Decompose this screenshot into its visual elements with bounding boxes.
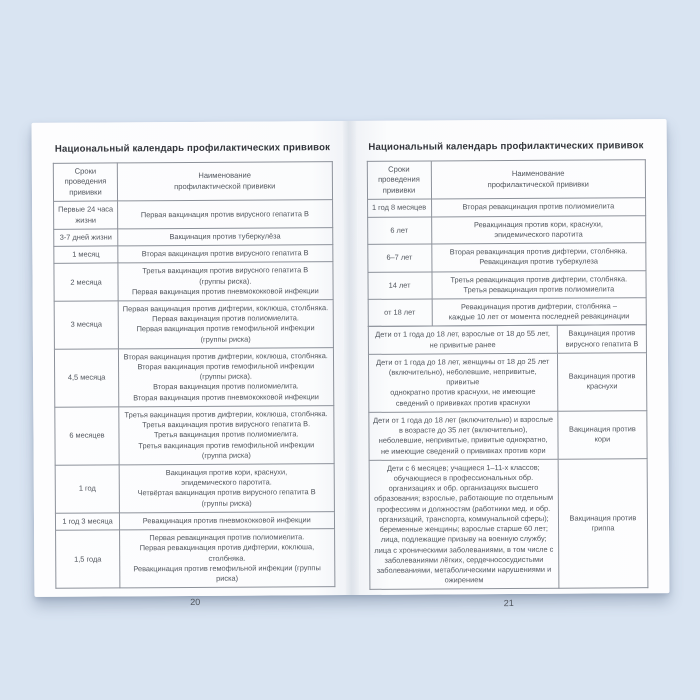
schedule-cell: от 18 лет — [368, 299, 432, 327]
table-row — [54, 200, 333, 229]
vaccine-cell: Первая вакцинация против вирусного гепатита B — [118, 200, 333, 229]
page-number-left: 20 — [190, 597, 201, 608]
page-title-left: Национальный календарь профилактических прививок — [54, 142, 331, 155]
schedule-cell: 3-7 дней жизни — [54, 229, 118, 247]
table-row — [55, 406, 334, 466]
table-row — [54, 262, 333, 301]
table-header-row — [53, 162, 332, 202]
table-row — [369, 458, 648, 589]
header-vaccine-name: Наименование профилактической прививки — [431, 160, 646, 200]
schedule-cell: 4,5 месяца — [54, 349, 118, 407]
table-row — [54, 300, 333, 350]
page-title-right: Национальный календарь профилактических прививок — [368, 140, 644, 153]
vaccine-cell: Первая ревакцинация против полиомиелита. Первая ревакцинация против дифтерии, коклюша, столбняка. Ревакцинация против гемофильной инфекции (группы риска) — [120, 529, 335, 588]
vaccine-cell: Ревакцинация против дифтерии, столбняка – каждые 10 лет от момента последней ревакцинации — [432, 298, 647, 327]
table-row — [54, 245, 333, 264]
table-row — [54, 227, 333, 246]
vaccine-cell: Вакцинация против краснухи — [557, 353, 646, 412]
header-schedule: Сроки проведения прививки — [53, 163, 117, 202]
schedule-cell: Первые 24 часа жизни — [54, 201, 118, 229]
table-row — [55, 511, 334, 530]
vaccination-table-right-top — [366, 159, 647, 327]
vaccine-cell: Третья вакцинация против дифтерии, коклюша, столбняка. Третья вакцинация против вирусного гепатита B. Третья вакцинация против полиомиелита. Третья вакцинация против гемофильной инфекции (группа риска) — [119, 406, 334, 465]
schedule-cell: 6–7 лет — [367, 244, 431, 272]
vaccine-cell: Вакцинация против кори — [558, 411, 647, 459]
page-left — [32, 121, 345, 608]
table-row — [367, 198, 646, 217]
group-cell: Дети с 6 месяцев; учащиеся 1–11-х классов; обучающиеся в профессиональных обр. организациях и обр. организациях высшего образования; взрослые, работающие по отдельным профессиям и должностям (работники мед. и обр. организаций, транспорта, коммунальной сферы); беременные женщины; взрослые старше 60 лет; лица, подлежащие призыву на военную службу; лица с хроническими заболеваниями, в том числе с заболеваниями лёгких, сердечнососудистыми заболеваниями, метаболическими нарушениями и ожирением — [369, 459, 559, 590]
group-cell: Дети от 1 года до 18 лет, взрослые от 18 до 55 лет, не привитые ранее — [368, 326, 558, 355]
vaccine-cell: Вакцинация против кори, краснухи, эпидемического паротита. Четвёртая вакцинация против вирусного гепатита B (группы риска) — [119, 464, 334, 513]
vaccine-cell: Первая вакцинация против дифтерии, коклюша, столбняка. Первая вакцинация против полиомиелита. Первая вакцинация против гемофильной инфекции (группы риска) — [118, 300, 333, 349]
table-row — [367, 270, 646, 299]
table-row — [368, 411, 647, 461]
table-row — [367, 215, 646, 244]
schedule-cell: 1 год 3 месяца — [55, 513, 119, 531]
vaccine-cell: Третья вакцинация против вирусного гепатита B (группы риска). Первая вакцинация против пневмококковой инфекции — [118, 262, 333, 301]
vaccination-table-right-bottom — [367, 325, 648, 591]
table-header-row — [367, 160, 646, 200]
vaccination-table-left — [53, 161, 335, 589]
vaccine-cell: Вторая вакцинация против вирусного гепатита B — [118, 245, 333, 264]
vaccine-cell: Ревакцинация против пневмококковой инфекции — [119, 511, 334, 530]
schedule-cell: 1 год — [55, 465, 119, 513]
group-cell: Дети от 1 года до 18 лет (включительно) и взрослые в возрасте до 35 лет (включительно), неболевшие, непривитые, привитые однократно, не имеющие сведений о прививках против кори — [368, 411, 558, 460]
group-cell: Дети от 1 года до 18 лет, женщины от 18 до 25 лет (включительно), неболевшие, непривитые, привитые однократно против краснухи, не имеющие сведений о прививках против краснухи — [368, 353, 558, 412]
vaccine-cell: Вакцинация против гриппа — [558, 458, 648, 588]
vaccine-cell: Ревакцинация против кори, краснухи, эпидемического паротита — [431, 215, 646, 244]
page-number-right: 21 — [503, 598, 514, 609]
table-row — [368, 325, 647, 354]
schedule-cell: 1 месяц — [54, 246, 118, 264]
schedule-cell: 1 год 8 месяцев — [367, 199, 431, 217]
schedule-cell: 14 лет — [367, 272, 431, 300]
schedule-cell: 2 месяца — [54, 263, 118, 301]
table-row — [368, 298, 647, 327]
vaccine-cell: Вакцинация против туберкулёза — [118, 227, 333, 246]
vaccine-cell: Вторая ревакцинация против полиомиелита — [431, 198, 646, 217]
schedule-cell: 3 месяца — [54, 301, 118, 349]
page-right — [356, 119, 669, 609]
schedule-cell: 1,5 года — [56, 530, 120, 588]
table-row — [367, 243, 646, 272]
header-vaccine-name: Наименование профилактической прививки — [117, 162, 332, 202]
vaccine-cell: Вторая вакцинация против дифтерии, коклюша, столбняка. Вторая вакцинация против гемофильной инфекции (группы риска). Вторая вакцинация против полиомиелита. Вторая вакцинация против пневмококковой инфекции — [118, 347, 333, 406]
table-row — [55, 464, 334, 514]
vaccine-cell: Третья ревакцинация против дифтерии, столбняка. Третья ревакцинация против полиомиелита — [432, 270, 647, 299]
vaccine-cell: Вакцинация против вирусного гепатита B — [557, 325, 646, 353]
open-booklet — [32, 119, 670, 609]
vaccine-cell: Вторая ревакцинация против дифтерии, столбняка. Ревакцинация против туберкулеза — [431, 243, 646, 272]
header-schedule: Сроки проведения прививки — [367, 161, 431, 200]
schedule-cell: 6 месяцев — [55, 407, 119, 465]
schedule-cell: 6 лет — [367, 217, 431, 245]
table-row — [54, 347, 333, 407]
table-row — [56, 529, 335, 589]
table-row — [368, 353, 647, 413]
